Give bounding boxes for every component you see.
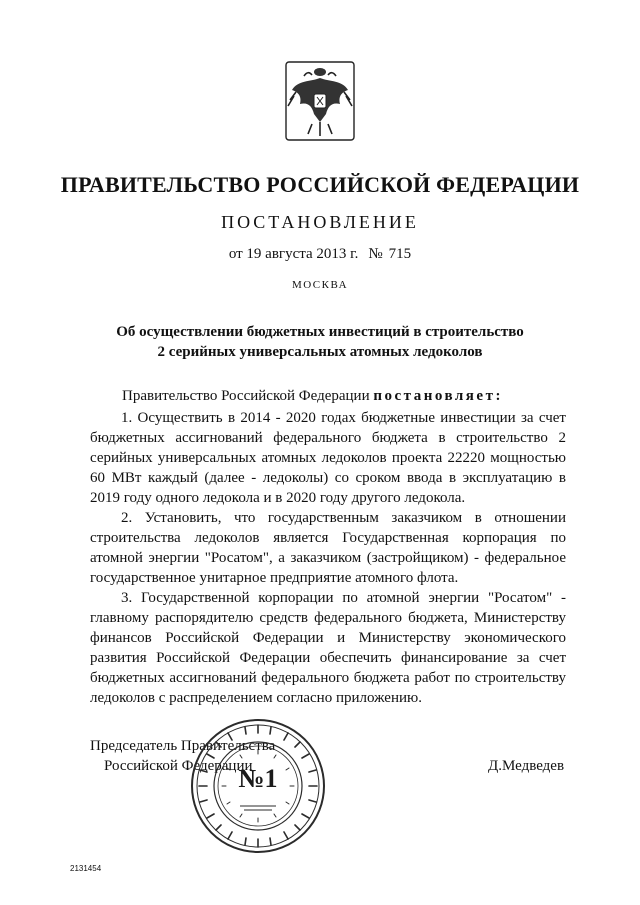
document-date: от 19 августа 2013 г. bbox=[228, 246, 359, 262]
subject-line-2: 2 серийных универсальных атомных ледоколов bbox=[157, 344, 483, 360]
signer-position-line-2: Российской Федерации bbox=[104, 758, 253, 774]
russian-coat-of-arms-icon bbox=[282, 56, 358, 144]
paragraph-2: 2. Установить, что государственным заказчиком в отношении строительства ледоколов является Государственная корпорация по атомной энергии "Росатом", а заказчиком (застройщиком) - федеральное государственное унитарное предприятие атомного флота. bbox=[90, 510, 566, 586]
document-number: 715 bbox=[388, 246, 412, 262]
seal-number: №1 bbox=[238, 764, 278, 793]
signer-name: Д.Медведев bbox=[488, 758, 565, 774]
document-subject bbox=[0, 322, 640, 362]
preamble bbox=[122, 388, 503, 405]
signer-position-line-1: Председатель Правительства bbox=[90, 738, 276, 754]
subject-line-1: Об осуществлении бюджетных инвестиций в строительство bbox=[116, 324, 524, 340]
paragraph-3: 3. Государственной корпорации по атомной энергии "Росатом" - главному распорядителю средств федерального бюджета, Министерству финансов Российской Федерации и Министерству экономического развития Российской Федерации обеспечить финансирование за счет бюджетных ассигнований федерального бюджета работ по строительству ледоколов с распределением согласно приложению. bbox=[90, 590, 566, 706]
document-id: 2131454 bbox=[70, 864, 102, 873]
document-date-line bbox=[0, 246, 640, 263]
government-title: ПРАВИТЕЛЬСТВО РОССИЙСКОЙ ФЕДЕРАЦИИ bbox=[60, 172, 580, 197]
preamble-text: Правительство Российской Федерации bbox=[122, 388, 370, 404]
document-number-label: № bbox=[368, 246, 383, 262]
document-type: ПОСТАНОВЛЕНИЕ bbox=[221, 212, 419, 232]
preamble-verb: постановляет: bbox=[373, 388, 503, 404]
document-city: МОСКВА bbox=[291, 279, 349, 291]
paragraph-1: 1. Осуществить в 2014 - 2020 годах бюджетные инвестиции за счет бюджетных ассигнований федерального бюджета в строительство 2 серийных универсальных атомных ледоколов проекта 22220 мощностью 60 МВт каждый (далее - ледоколы) со сроком ввода в эксплуатацию в 2019 году одного ледокола и в 2020 году другого ледокола. bbox=[90, 410, 566, 506]
